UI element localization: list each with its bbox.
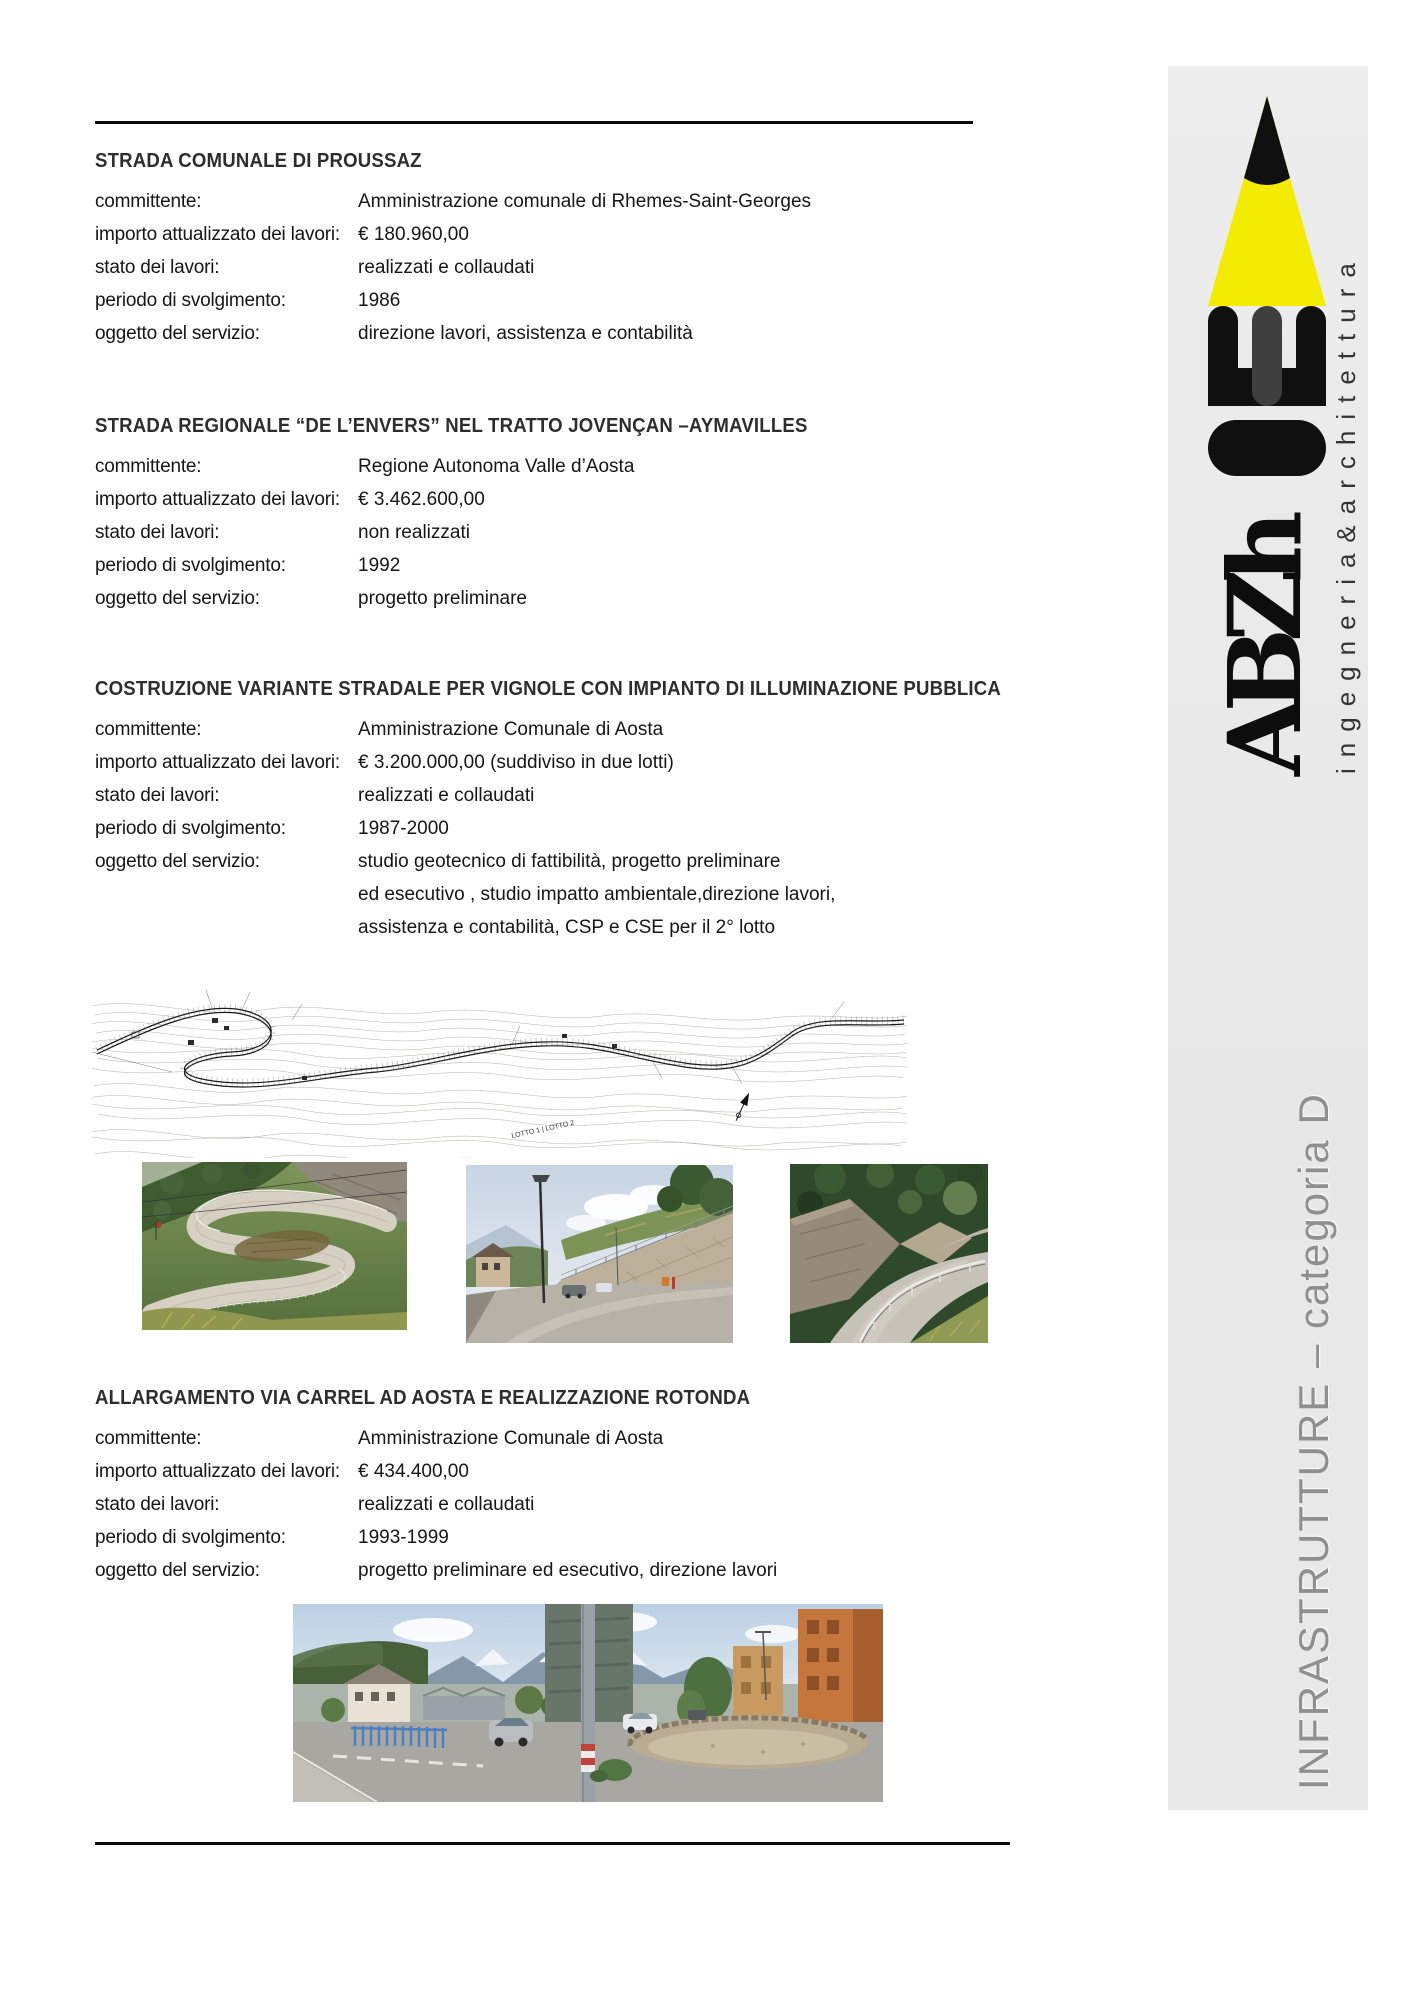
field-row xyxy=(95,812,925,845)
project-section-via-carrel xyxy=(95,1387,925,1587)
field-label: oggetto del servizio: xyxy=(95,588,260,609)
project-fields xyxy=(95,185,925,350)
field-value: non realizzati xyxy=(358,522,470,543)
field-row xyxy=(95,185,925,218)
project-fields xyxy=(95,713,925,944)
field-label: importo attualizzato dei lavori: xyxy=(95,1461,340,1482)
field-value: progetto preliminare ed esecutivo, direzione lavori xyxy=(358,1560,778,1581)
field-value: Amministrazione Comunale di Aosta xyxy=(358,1428,664,1449)
field-label: oggetto del servizio: xyxy=(95,1560,260,1581)
project-title-text: STRADA COMUNALE DI PROUSSAZ xyxy=(95,150,422,172)
field-value-line: ed esecutivo , studio impatto ambientale,direzione lavori, xyxy=(358,884,836,905)
top-rule xyxy=(95,121,973,124)
field-label: periodo di svolgimento: xyxy=(95,818,286,839)
project-section-envers xyxy=(95,415,925,615)
field-value: Regione Autonoma Valle d’Aosta xyxy=(358,456,635,477)
field-value: 1992 xyxy=(358,555,401,576)
field-row xyxy=(95,1455,925,1488)
field-value: realizzati e collaudati xyxy=(358,257,535,278)
field-label: stato dei lavori: xyxy=(95,785,220,806)
field-value: 1986 xyxy=(358,290,401,311)
site-plan-drawing xyxy=(92,980,907,1158)
field-row xyxy=(95,251,925,284)
pencil-logo-icon xyxy=(1202,88,1332,478)
field-row xyxy=(95,284,925,317)
logo-monogram: ABZh xyxy=(1206,524,1324,776)
field-label: importo attualizzato dei lavori: xyxy=(95,224,340,245)
project-title xyxy=(95,1387,925,1410)
project-title-text: ALLARGAMENTO VIA CARREL AD AOSTA E REALIZZAZIONE ROTONDA xyxy=(95,1387,751,1409)
north-arrow-icon xyxy=(732,1091,752,1122)
field-row xyxy=(95,317,925,350)
field-value: Amministrazione Comunale di Aosta xyxy=(358,719,664,740)
field-value: progetto preliminare xyxy=(358,588,527,609)
field-value-line: studio geotecnico di fattibilità, progetto preliminare xyxy=(358,851,781,872)
field-label: committente: xyxy=(95,456,202,477)
field-value-line: assistenza e contabilità, CSP e CSE per il 2° lotto xyxy=(358,917,776,938)
field-value: Amministrazione comunale di Rhemes-Saint-Georges xyxy=(358,191,812,212)
field-row xyxy=(95,450,925,483)
field-row xyxy=(95,1521,925,1554)
road-alignment xyxy=(97,1008,904,1087)
field-label: periodo di svolgimento: xyxy=(95,1527,286,1548)
field-value: realizzati e collaudati xyxy=(358,1494,535,1515)
field-row xyxy=(95,746,925,779)
project-title-text: COSTRUZIONE VARIANTE STRADALE PER VIGNOLE CON IMPIANTO DI ILLUMINAZIONE PUBBLICA xyxy=(95,678,1001,700)
project-title xyxy=(95,415,925,438)
field-value: 1987-2000 xyxy=(358,818,449,839)
field-value: direzione lavori, assistenza e contabilità xyxy=(358,323,693,344)
field-row xyxy=(95,1422,925,1455)
field-label: oggetto del servizio: xyxy=(95,323,260,344)
photo-curve-guardrail xyxy=(790,1164,988,1343)
field-row xyxy=(95,483,925,516)
project-fields xyxy=(95,1422,925,1587)
field-row xyxy=(95,1554,925,1587)
field-label: importo attualizzato dei lavori: xyxy=(95,752,340,773)
plan-lotto-label: LOTTO 1 | LOTTO 2 xyxy=(510,1119,575,1140)
project-fields xyxy=(95,450,925,615)
logo-tagline: ingegneria&architettura xyxy=(1331,252,1361,774)
field-row xyxy=(95,713,925,746)
bottom-rule xyxy=(95,1842,1010,1845)
field-label: committente: xyxy=(95,191,202,212)
field-value: € 434.400,00 xyxy=(358,1461,469,1482)
field-label: periodo di svolgimento: xyxy=(95,290,286,311)
field-row xyxy=(95,582,925,615)
field-label: stato dei lavori: xyxy=(95,1494,220,1515)
photo-hairpin-road xyxy=(142,1162,407,1330)
field-row xyxy=(95,549,925,582)
project-section-proussaz xyxy=(95,150,925,350)
field-row xyxy=(95,218,925,251)
field-row xyxy=(95,779,925,812)
field-value: € 180.960,00 xyxy=(358,224,469,245)
field-label: importo attualizzato dei lavori: xyxy=(95,489,340,510)
project-title xyxy=(95,150,925,173)
category-label: INFRASTRUTTURE – categoria D xyxy=(1290,1092,1337,1790)
field-value: € 3.200.000,00 (suddiviso in due lotti) xyxy=(358,752,674,773)
field-label: stato dei lavori: xyxy=(95,522,220,543)
field-label: committente: xyxy=(95,719,202,740)
field-value-multiline xyxy=(358,845,835,944)
field-value: 1993-1999 xyxy=(358,1527,449,1548)
photo-retaining-wall xyxy=(466,1165,733,1343)
field-row xyxy=(95,845,925,944)
field-label: periodo di svolgimento: xyxy=(95,555,286,576)
hazard-stripes xyxy=(581,1744,595,1772)
field-row xyxy=(95,1488,925,1521)
field-label: committente: xyxy=(95,1428,202,1449)
project-title xyxy=(95,678,1001,701)
field-label: oggetto del servizio: xyxy=(95,851,260,872)
field-label: stato dei lavori: xyxy=(95,257,220,278)
project-title-text: STRADA REGIONALE “DE L’ENVERS” NEL TRATTO JOVENÇAN –AYMAVILLES xyxy=(95,415,808,437)
field-value: € 3.462.600,00 xyxy=(358,489,485,510)
field-value: realizzati e collaudati xyxy=(358,785,535,806)
field-row xyxy=(95,516,925,549)
project-section-vignole xyxy=(95,678,1001,944)
photo-roundabout xyxy=(293,1604,883,1802)
